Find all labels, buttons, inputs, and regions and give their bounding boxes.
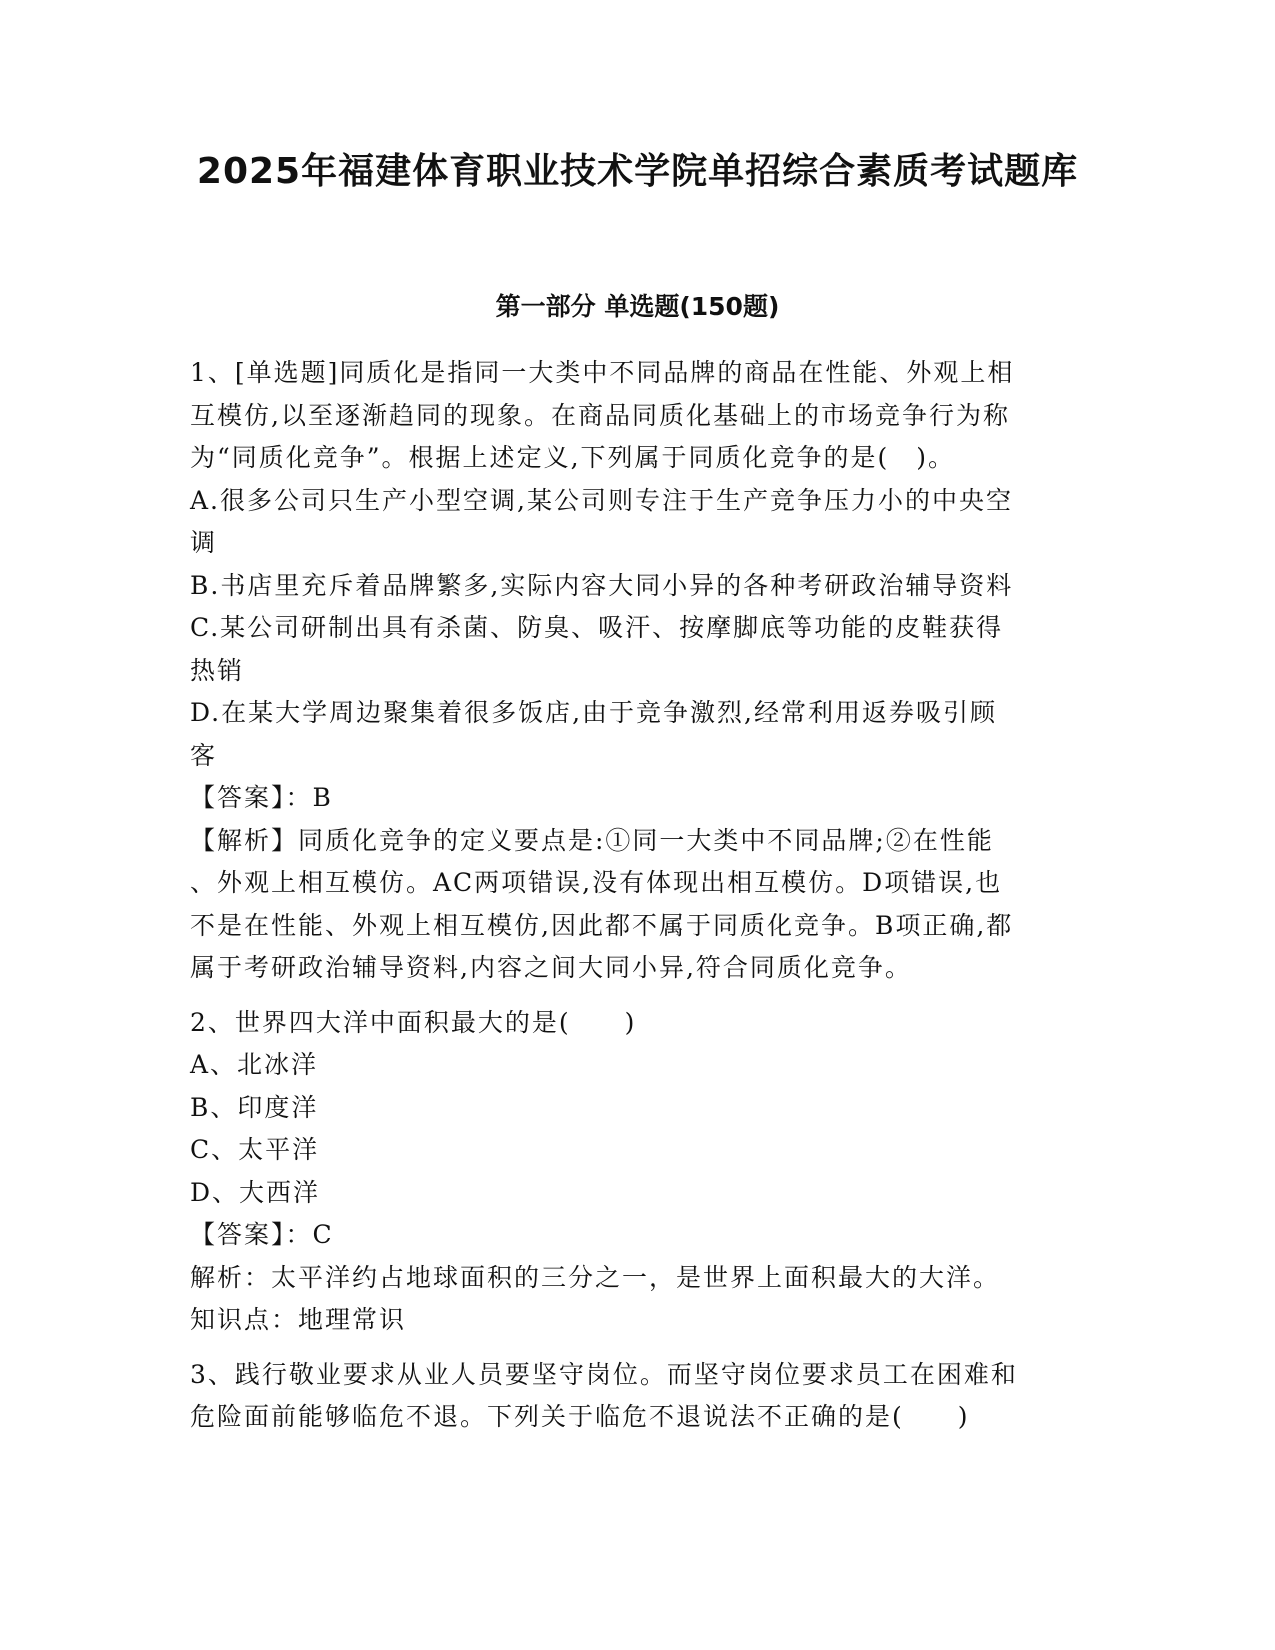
analysis-line: 解析：太平洋约占地球面积的三分之一，是世界上面积最大的大洋。 — [190, 1262, 1001, 1292]
option-line: D.在某大学周边聚集着很多饭店,由于竞争激烈,经常利用返券吸引顾 — [190, 698, 997, 727]
question-2 — [190, 1002, 1090, 1342]
document-body — [190, 352, 1090, 1439]
question-stem-line: 互模仿,以至逐渐趋同的现象。在商品同质化基础上的市场竞争行为称 — [190, 400, 1010, 430]
section-title: 第一部分 单选题(150题) — [495, 292, 780, 321]
option-line: B、印度洋 — [190, 1092, 319, 1122]
question-3 — [190, 1354, 1090, 1439]
analysis-line: 【解析】同质化竞争的定义要点是:①同一大类中不同品牌;②在性能 — [190, 825, 994, 855]
answer-line: 【答案】：B — [190, 783, 333, 812]
question-gap — [190, 1342, 1090, 1354]
document-title: 2025年福建体育职业技术学院单招综合素质考试题库 — [196, 151, 1079, 192]
option-line: A、北冰洋 — [190, 1050, 319, 1079]
option-line: A.很多公司只生产小型空调,某公司则专注于生产竞争压力小的中央空 — [190, 485, 1013, 515]
analysis-line: 、外观上相互模仿。AC两项错误,没有体现出相互模仿。D项错误,也 — [190, 868, 1003, 897]
analysis-line: 不是在性能、外观上相互模仿,因此都不属于同质化竞争。B项正确,都 — [190, 910, 1014, 940]
option-line: 调 — [190, 528, 218, 557]
question-stem-line: 1、[单选题]同质化是指同一大类中不同品牌的商品在性能、外观上相 — [190, 358, 1015, 387]
option-line: 热销 — [190, 655, 245, 685]
option-line: C.某公司研制出具有杀菌、防臭、吸汗、按摩脚底等功能的皮鞋获得 — [190, 613, 1004, 642]
option-line: B.书店里充斥着品牌繁多,实际内容大同小异的各种考研政治辅导资料 — [190, 570, 1014, 600]
question-stem-line: 2、世界四大洋中面积最大的是( ) — [190, 1007, 637, 1037]
option-line: 客 — [190, 740, 218, 770]
question-stem-line: 3、践行敬业要求从业人员要坚守岗位。而坚守岗位要求员工在困难和 — [190, 1359, 1018, 1389]
option-line: D、大西洋 — [190, 1177, 321, 1207]
analysis-line: 知识点：地理常识 — [190, 1305, 407, 1334]
answer-line: 【答案】：C — [190, 1220, 334, 1249]
analysis-line: 属于考研政治辅导资料,内容之间大同小异,符合同质化竞争。 — [190, 953, 912, 982]
question-gap — [190, 990, 1090, 1002]
option-line: C、太平洋 — [190, 1135, 320, 1164]
question-stem-line: 为“同质化竞争”。根据上述定义,下列属于同质化竞争的是( )。 — [190, 443, 956, 472]
question-stem-line: 危险面前能够临危不退。下列关于临危不退说法不正确的是( ) — [190, 1402, 970, 1431]
question-1 — [190, 352, 1090, 990]
